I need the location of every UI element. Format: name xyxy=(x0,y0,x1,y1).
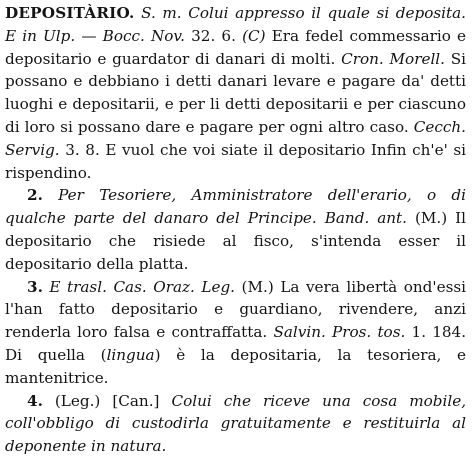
quote-cron-morell: Si possano e debbiano i detti danari levare e pagare da' detti luoghi e depositarii, e per li detti depositarii e per ciascuno di loro si possano dare e pagare per ogni altro caso. xyxy=(5,49,467,136)
source-ulpiano: E in Ulp. xyxy=(5,26,76,45)
quote-salvini-start: Di quella ( xyxy=(5,345,107,364)
citation-cron-morell: Cron. Morell. xyxy=(341,49,445,68)
sense-3-number: 3. xyxy=(27,277,43,296)
citation-cecchi-number: 3. 8. xyxy=(65,140,100,159)
sense-1-definition: Colui appresso il quale si deposita. xyxy=(188,4,466,22)
entry-sense-3 xyxy=(5,276,466,390)
sense-2-definition: Per Tesoriere, Amministratore dell'erario, o di qualche parte del danaro del Principe. xyxy=(5,186,467,228)
citation-cecchi: Cecch. Servig. xyxy=(5,117,466,159)
quote-casa: La vera libertà ond'essi l'han fatto depositario e guardiano, rivendere, anzi renderla loro falsa e contraffatta. xyxy=(5,277,467,342)
citation-boccaccio: Bocc. Nov. xyxy=(102,26,185,45)
citation-casa: Cas. Oraz. Leg. xyxy=(113,277,236,296)
sense-2-number: 2. xyxy=(27,186,43,205)
entry-sense-4 xyxy=(5,390,466,458)
sense-3-label: E trasl. xyxy=(49,277,107,296)
entry-sense-2 xyxy=(5,184,466,275)
citation-salvini: Salvin. Pros. tos. xyxy=(273,323,406,342)
sense-2-flag: (M.) xyxy=(414,209,448,228)
quote-salvini-word: lingua xyxy=(106,345,155,364)
headword: DEPOSITÀRIO. xyxy=(5,4,135,22)
quote-cecchi: E vuol che voi siate il depositario Infin ch'e' si rispendino. xyxy=(5,140,466,182)
sense-4-definition: Colui che riceve una cosa mobile, coll'obbligo di custodirla gratuitamente e restituirla al deponente in natura. xyxy=(5,391,467,456)
entry-sense-1 xyxy=(5,2,466,184)
quote-boccaccio: Era fedel commessario e depositario e guardator di danari di molti. xyxy=(5,26,467,68)
part-of-speech: S. m. xyxy=(141,4,182,22)
sense-4-number: 4. xyxy=(27,391,43,410)
dash: — xyxy=(81,26,97,45)
citation-boccaccio-flag: (C) xyxy=(242,26,266,45)
sense-3-flag: (M.) xyxy=(241,277,274,296)
citation-salvini-number: 1. 184. xyxy=(411,323,467,342)
citation-band-ant: Band. ant. xyxy=(324,209,407,228)
quote-salvini-end: ) è la depositaria, la tesoriera, e mantenitrice. xyxy=(5,345,466,387)
quote-band-ant: Il depositario che risiede al fisco, s'intenda esser il depositario della platta. xyxy=(5,209,466,273)
sense-4-label: (Leg.) [Can.] xyxy=(54,391,160,410)
citation-boccaccio-number: 32. 6. xyxy=(191,26,236,45)
